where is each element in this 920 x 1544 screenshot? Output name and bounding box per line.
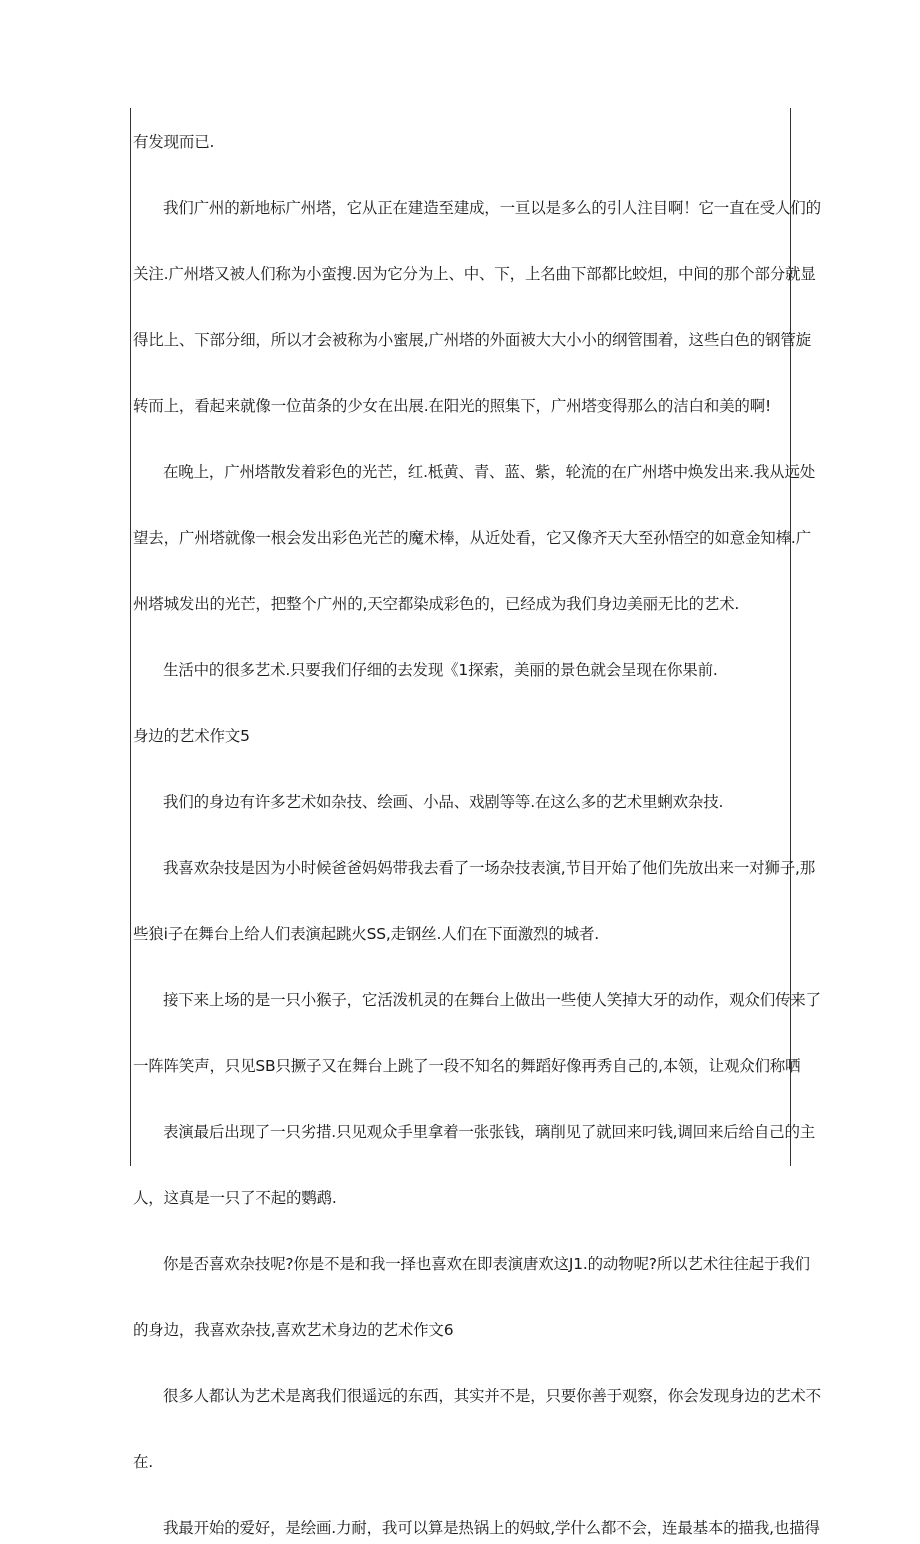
text-line: 转而上，看起来就像一位苗条的少女在出展.在阳光的照集下，广州塔变得那么的洁白和美的啊! xyxy=(133,397,772,415)
paragraph-spacing xyxy=(133,290,793,324)
text-line: 很多人都认为艺术是离我们很遥远的东西，其实并不是，只要你善于观察，你会发现身边的艺术不 xyxy=(163,1387,821,1405)
text-line: 关注.广州塔又被人们称为小蛮搜.因为它分为上、中、下，上名曲下部都比蛟炟，中间的那个部分就显 xyxy=(133,265,816,283)
text-line: 人，这真是一只了不起的鹦鹉. xyxy=(133,1189,337,1207)
text-line: 你是否喜欢杂技呢?你是不是和我一择也喜欢在即表演唐欢这J1.的动物呢?所以艺术往往起于我们 xyxy=(163,1255,810,1273)
text-line: 生活中的很多艺术.只要我们仔细的去发现《1探索，美丽的景色就会呈现在你果前. xyxy=(163,661,718,679)
paragraph-spacing xyxy=(133,1478,793,1512)
paragraph-spacing xyxy=(133,1280,793,1314)
paragraph-spacing xyxy=(133,1346,793,1380)
paragraph-spacing xyxy=(133,950,793,984)
paragraph-spacing xyxy=(133,554,793,588)
text-line: 望去，广州塔就像一根会发出彩色光芒的魔术棒，从近处看，它又像齐天大至孙悟空的如意金知棒.广 xyxy=(133,529,811,547)
text-line: 我们的身边有许多艺术如杂技、绘画、小品、戏剧等等.在这么多的艺术里蜊欢杂技. xyxy=(163,793,724,811)
text-line: 我喜欢杂技是因为小时候爸爸妈妈带我去看了一场杂技表演,节目开始了他们先放出来一对狮子,那 xyxy=(163,859,816,877)
text-line: 得比上、下部分细，所以才会被称为小蜜展,广州塔的外面被大大小小的纲管围着，这些白色的钢管旋 xyxy=(133,331,811,349)
text-line: 在晚上，广州塔散发着彩色的光芒，红.柢黄、青、蓝、紫，轮流的在广州塔中焕发出来.我从远处 xyxy=(163,463,816,481)
text-line: 州塔城发出的光芒，把整个广州的,天空都染成彩色的，已经成为我们身边美丽无比的艺术. xyxy=(133,595,740,613)
text-line: 接下来上场的是一只小猴子，它活泼机灵的在舞台上做出一些使人笑掉大牙的动作，观众们传来了 xyxy=(163,991,821,1009)
paragraph-spacing xyxy=(133,686,793,720)
paragraph-spacing xyxy=(133,1016,793,1050)
paragraph-spacing xyxy=(133,884,793,918)
text-line: 表演最后出现了一只劣措.只见观众手里拿着一张张钱，璃削见了就回来叼钱,调回来后给自己的主 xyxy=(163,1123,816,1141)
text-line: 我最开始的爱好，是绘画.力耐，我可以算是热锅上的妈蚊,学什么都不会，连最基本的描我,也描得 xyxy=(163,1519,820,1537)
left-margin-rule xyxy=(130,108,131,1166)
text-line: 我们广州的新地标广州塔，它从正在建造至建成，一亘以是多么的引人注目啊！它一直在受人们的 xyxy=(163,199,821,217)
text-line: 些狼i子在舞台上给人们表演起跳火SS,走钢丝.人们在下面激烈的城者. xyxy=(133,925,599,943)
paragraph-spacing xyxy=(133,356,793,390)
paragraph-spacing xyxy=(133,1082,793,1116)
paragraph-spacing xyxy=(133,752,793,786)
paragraph-spacing xyxy=(133,818,793,852)
text-line: 一阵阵笑声，只见SB只撅子又在舞台上跳了一段不知名的舞蹈好像再秀自己的,本领，让观众们称哂 xyxy=(133,1057,801,1075)
paragraph-spacing xyxy=(133,1214,793,1248)
text-line: 身边的艺术作文5 xyxy=(133,727,250,745)
paragraph-spacing xyxy=(133,620,793,654)
text-line: 在. xyxy=(133,1453,154,1471)
paragraph-spacing xyxy=(133,422,793,456)
paragraph-spacing xyxy=(133,488,793,522)
document-body xyxy=(133,126,821,1544)
paragraph-spacing xyxy=(133,224,793,258)
paragraph-spacing xyxy=(133,1148,793,1182)
paragraph-spacing xyxy=(133,1412,793,1446)
text-line: 的身边，我喜欢杂技,喜欢艺术身边的艺术作文6 xyxy=(133,1321,454,1339)
paragraph-spacing xyxy=(133,158,793,192)
text-line: 有发现而已. xyxy=(133,133,215,151)
